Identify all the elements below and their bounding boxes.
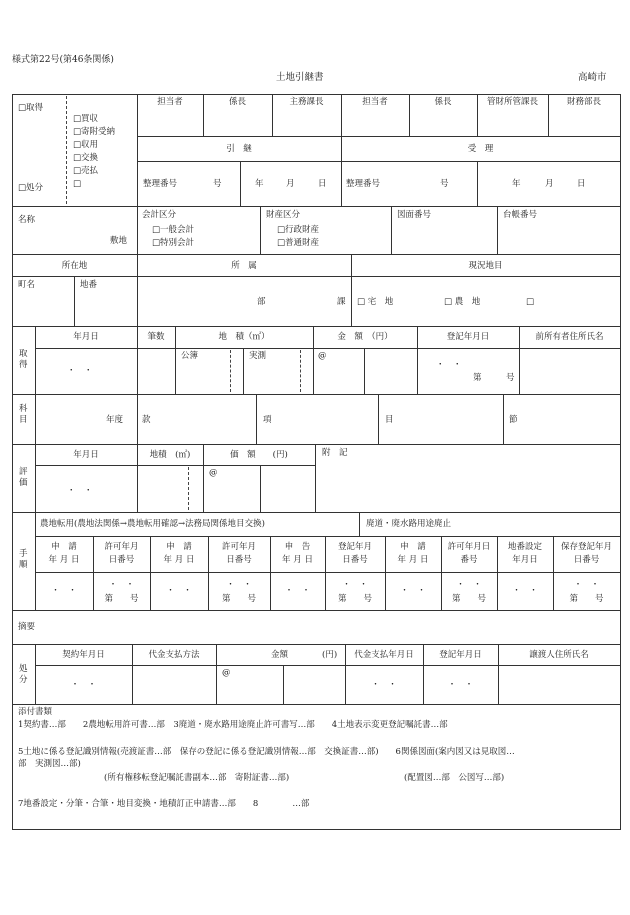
proc-val9: ・ ・ [512, 586, 538, 596]
checkbox-futsu-zaisan[interactable]: □普通財産 [277, 238, 320, 248]
proc-col5-line1: 申 告 [284, 542, 311, 552]
tsuki-left: 月 [286, 179, 295, 189]
hikitsugi-label: 引 継 [226, 144, 252, 154]
shozaichi-label: 所在地 [61, 261, 88, 271]
acq-dai: 第 [473, 373, 482, 383]
proc-col9-line1: 地番設定 [507, 542, 542, 552]
proc-val1: ・ ・ [51, 586, 77, 596]
acq-toki-date: ・ ・ [436, 360, 462, 370]
proc-val2-num: 第 号 [104, 594, 139, 604]
proc-val2-date: ・ ・ [108, 580, 135, 590]
attachments-line4: (所有権移転登記嘱託書副本…部 寄附証書…部) [104, 773, 290, 783]
proc-col8-line1: 許可年月日 [447, 542, 491, 552]
ka-label: 課 [337, 297, 346, 307]
proc-col6-line1: 登記年月 [337, 542, 372, 552]
proc-col10-line2: 日番号 [573, 555, 600, 565]
bu-label: 部 [257, 297, 266, 307]
proc-col8-line2: 番号 [460, 555, 478, 565]
checkbox-takuchi[interactable]: □ 宅 地 [357, 297, 394, 307]
attachments-title: 添付書類 [18, 707, 53, 717]
disp-keiyaku-label: 契約年月日 [62, 650, 105, 660]
proc-val4-num: 第 号 [221, 594, 256, 604]
proc-val6-date: ・ ・ [342, 580, 368, 590]
meisho-label: 名称 [18, 215, 36, 225]
approval-shumukacho: 主務課長 [289, 97, 324, 107]
tekiyo-label: 摘要 [18, 622, 36, 632]
acq-chiseki-label: 地 積（㎡） [218, 332, 270, 342]
val-chiseki-label: 地積 (㎡) [149, 450, 191, 460]
fuki-label: 附 記 [322, 448, 348, 458]
checkbox-acquire[interactable]: □取得 [18, 103, 44, 113]
proc-col1-line2: 年 月 日 [48, 555, 80, 565]
checkbox-gyosei-zaisan[interactable]: □行政財産 [277, 225, 320, 235]
acq-kingaku-label: 金 額 （円） [337, 332, 393, 342]
kou-label: 項 [263, 415, 272, 425]
shutoku-label: 取得 [19, 349, 28, 370]
hi-left: 日 [318, 179, 327, 189]
nochi-tenyo-label: 農地転用(農地法関係→農地転用確認→法務局関係地目交換) [40, 519, 265, 529]
proc-val10-date: ・ ・ [573, 580, 600, 590]
val-at-mark: @ [209, 468, 218, 478]
proc-col6-line2: 日番号 [342, 555, 368, 565]
proc-val10-num: 第 号 [569, 594, 604, 604]
choumei-label: 町名 [18, 280, 36, 290]
acq-zensho-label: 前所有者住所氏名 [535, 332, 604, 342]
proc-val6-num: 第 号 [337, 594, 372, 604]
proc-col7-line1: 申 請 [400, 542, 426, 552]
checkbox-other[interactable]: □ [73, 179, 82, 189]
zumen-bango-label: 図面番号 [397, 210, 432, 220]
proc-col10-line1: 保存登記年月 [560, 542, 612, 552]
shozoku-label: 所 属 [231, 261, 257, 271]
kamoku-label: 科目 [19, 404, 28, 425]
seiri-bango-left: 整理番号 [143, 179, 178, 189]
gou-right: 号 [440, 179, 449, 189]
checkbox-purchase[interactable]: □買収 [73, 114, 99, 124]
juri-label: 受 理 [467, 144, 494, 154]
attachments-line1: 1契約書…部 2農地転用許可書…部 3廃道・廃水路用途廃止許可書写…部 4土地表示変更登記嘱託書…部 [18, 720, 448, 730]
zaisan-kubun-label: 財産区分 [266, 210, 301, 220]
val-kakaku-label: 価 額 (円) [230, 450, 288, 460]
proc-col4-line1: 許可年月 [221, 542, 256, 552]
disp-toki-label: 登記年月日 [439, 650, 482, 660]
nen-right: 年 [512, 179, 521, 189]
hyoka-label: 評価 [19, 467, 28, 488]
approval-kakaricho-right: 係長 [434, 97, 452, 107]
attachments-line5: 7地番設定・分筆・合筆・地目変換・地積訂正申請書…部 8 …部 [18, 799, 310, 809]
genkyo-chimoku-label: 現況地目 [468, 261, 503, 271]
proc-col3-line1: 申 請 [166, 542, 192, 552]
checkbox-donation[interactable]: □寄附受納 [73, 127, 116, 137]
tejun-label: 手順 [19, 549, 28, 570]
city-name: 高崎市 [578, 72, 607, 83]
acq-toki-label: 登記年月日 [446, 332, 490, 342]
acq-date-value: ・ ・ [67, 366, 93, 376]
approval-tantou-left: 担当者 [157, 97, 183, 107]
chiban-label: 地番 [80, 280, 98, 290]
checkbox-tokubetsu-kaikei[interactable]: □特別会計 [152, 238, 195, 248]
attachments-line2: 5土地に係る登記識別情報(売渡証書…部 保存の登記に係る登記識別情報…部 交換証書…部) 6関係図面(案内図又は見取図… [18, 747, 515, 757]
checkbox-sale[interactable]: □売払 [73, 166, 99, 176]
disp-en-label: (円) [322, 650, 338, 660]
val-date-value: ・ ・ [67, 486, 93, 496]
proc-col3-line2: 年 月 日 [163, 555, 195, 565]
daicho-bango-label: 台帳番号 [503, 210, 538, 220]
checkbox-exchange[interactable]: □交換 [73, 153, 99, 163]
approval-kakaricho-left: 係長 [228, 97, 246, 107]
proc-col2-line2: 日番号 [108, 555, 135, 565]
attachments-line3: 部 実測図…部) [18, 759, 81, 769]
gou-left: 号 [213, 179, 222, 189]
seiri-bango-right: 整理番号 [346, 179, 381, 189]
proc-col4-line2: 日番号 [226, 555, 252, 565]
checkbox-nochi[interactable]: □ 農 地 [444, 297, 481, 307]
approval-zaimu-bucho: 財務部長 [566, 97, 601, 107]
disp-keiyaku-date: ・ ・ [70, 680, 97, 690]
hi-right: 日 [577, 179, 586, 189]
proc-col1-line1: 申 請 [51, 542, 77, 552]
shobun-label: 処分 [19, 664, 28, 685]
acq-nengappi-label: 年月日 [73, 332, 99, 342]
shikichi-label: 敷地 [110, 236, 128, 246]
form-number: 様式第22号(第46条関係) [12, 55, 114, 65]
disp-shiharai-date: ・ ・ [371, 680, 397, 690]
attachments-line4b: (配置図…部 公図写…部) [404, 773, 505, 783]
checkbox-ippan-kaikei[interactable]: □一般会計 [152, 225, 195, 235]
val-nengappi-label: 年月日 [73, 450, 99, 460]
acq-gou: 号 [506, 373, 515, 383]
acq-at-mark: @ [318, 351, 327, 361]
proc-col7-line2: 年 月 日 [397, 555, 429, 565]
disp-kingaku-label: 金額 [271, 650, 289, 660]
acq-jissoku-label: 実測 [249, 351, 267, 361]
setsu-label: 節 [509, 415, 518, 425]
approval-tantou-right: 担当者 [362, 97, 388, 107]
disp-shiharai-bi-label: 代金支払年月日 [354, 650, 414, 660]
proc-val3: ・ ・ [166, 586, 192, 596]
disp-shiharai-hoho-label: 代金支払方法 [148, 650, 200, 660]
checkbox-expropriation[interactable]: □収用 [73, 140, 99, 150]
disp-joto-label: 譲渡人住所氏名 [529, 650, 589, 660]
proc-val8-date: ・ ・ [456, 580, 482, 590]
checkbox-dispose[interactable]: □処分 [18, 183, 44, 193]
checkbox-genkyo-other[interactable]: □ [526, 297, 535, 307]
kaikei-kubun-label: 会計区分 [142, 210, 177, 220]
moku-label: 目 [385, 415, 394, 425]
disp-at-mark: @ [222, 668, 231, 678]
proc-val7: ・ ・ [400, 586, 426, 596]
nen-left: 年 [255, 179, 264, 189]
nendo-label: 年度 [106, 415, 124, 425]
proc-col2-line1: 許可年月 [104, 542, 139, 552]
kan-label: 款 [142, 415, 151, 425]
disp-toki-date: ・ ・ [447, 680, 474, 690]
proc-col9-line2: 年月日 [512, 555, 538, 565]
haido-label: 廃道・廃水路用途廃止 [366, 519, 452, 529]
acq-kobo-label: 公簿 [181, 351, 199, 361]
proc-val4-date: ・ ・ [226, 580, 252, 590]
tsuki-right: 月 [545, 179, 554, 189]
approval-kanzai-kacho: 管財所管課長 [486, 97, 538, 107]
proc-col5-line2: 年 月 日 [282, 555, 313, 565]
form-title: 土地引継書 [276, 72, 324, 83]
proc-val8-num: 第 号 [451, 594, 486, 604]
proc-val5: ・ ・ [284, 586, 311, 596]
acq-hissu-label: 筆数 [147, 332, 165, 342]
